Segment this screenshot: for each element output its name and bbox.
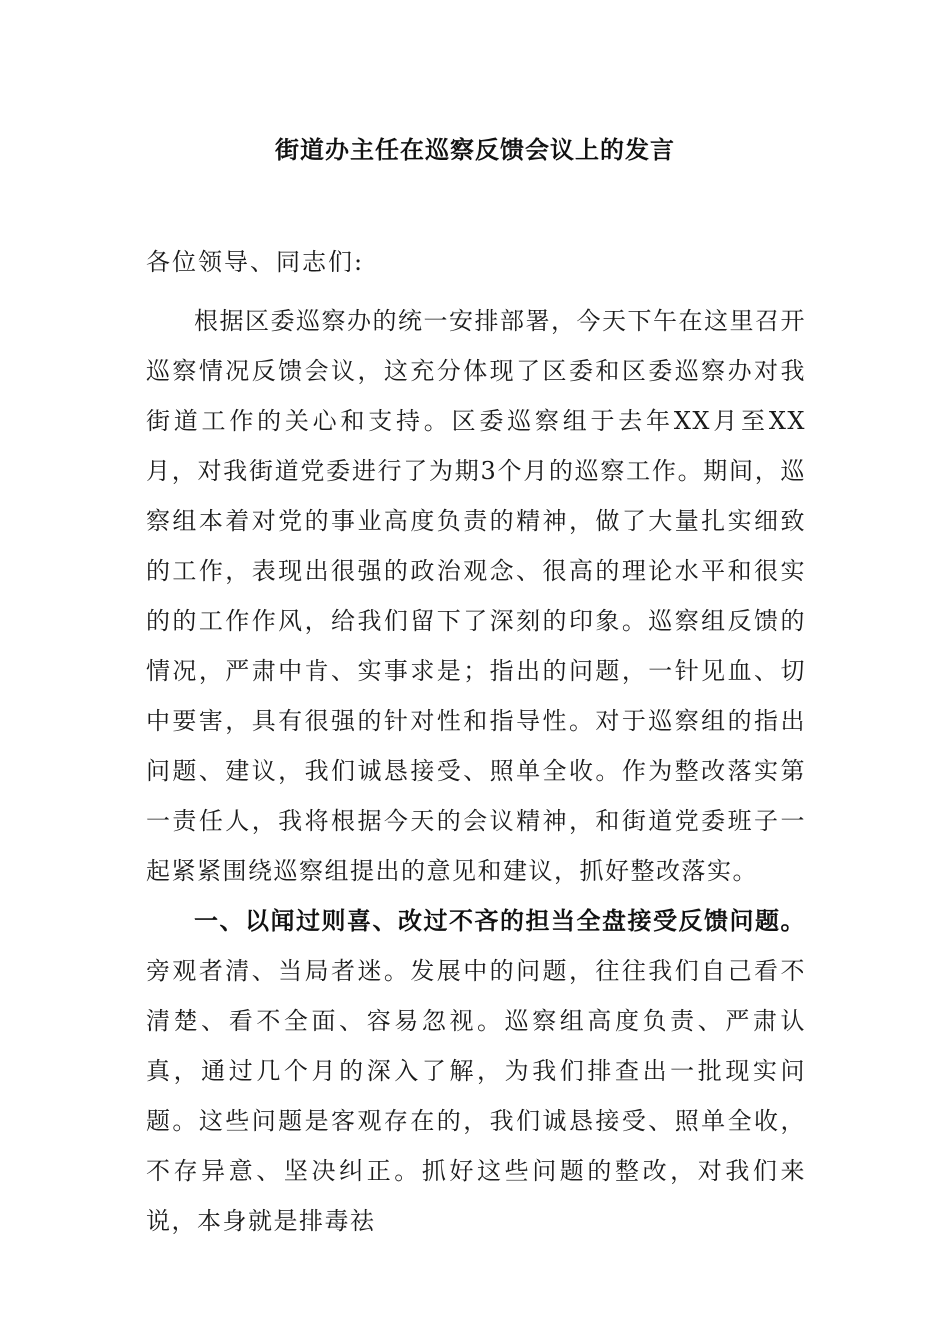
document-title: 街道办主任在巡察反馈会议上的发言: [275, 136, 675, 164]
paragraph-intro-text: 根据区委巡察办的统一安排部署，今天下午在这里召开巡察情况反馈会议，这充分体现了区委和区委巡察办对我街道工作的关心和支持。区委巡察组于去年XX月至XX月，对我街道党委进行了为期3个月的巡察工作。期间，巡察组本着对党的事业高度负责的精神，做了大量扎实细致的工作，表现出很强的政治观念、很高的理论水平和很实的的工作作风，给我们留下了深刻的印象。巡察组反馈的情况，严肃中肯、实事求是；指出的问题，一针见血、切中要害，具有很强的针对性和指导性。对于巡察组的指出问题、建议，我们诚恳接受、照单全收。作为整改落实第一责任人，我将根据今天的会议精神，和街道党委班子一起紧紧围绕巡察组提出的意见和建议，抓好整改落实。: [146, 307, 806, 885]
salutation: 各位领导、同志们:: [146, 248, 365, 276]
section-one-heading: 一、以闻过则喜、改过不吝的担当全盘接受反馈问题。: [194, 906, 806, 935]
section-one-text: 旁观者清、当局者迷。发展中的问题，往往我们自己看不清楚、看不全面、容易忽视。巡察组高度负责、严肃认真，通过几个月的深入了解，为我们排查出一批现实问题。这些问题是客观存在的，我们诚恳接受、照单全收，不存异意、坚决纠正。抓好这些问题的整改，对我们来说，本身就是排毒祛: [146, 957, 806, 1235]
paragraph-intro: [146, 296, 806, 896]
paragraph-section-one: [146, 896, 806, 1246]
